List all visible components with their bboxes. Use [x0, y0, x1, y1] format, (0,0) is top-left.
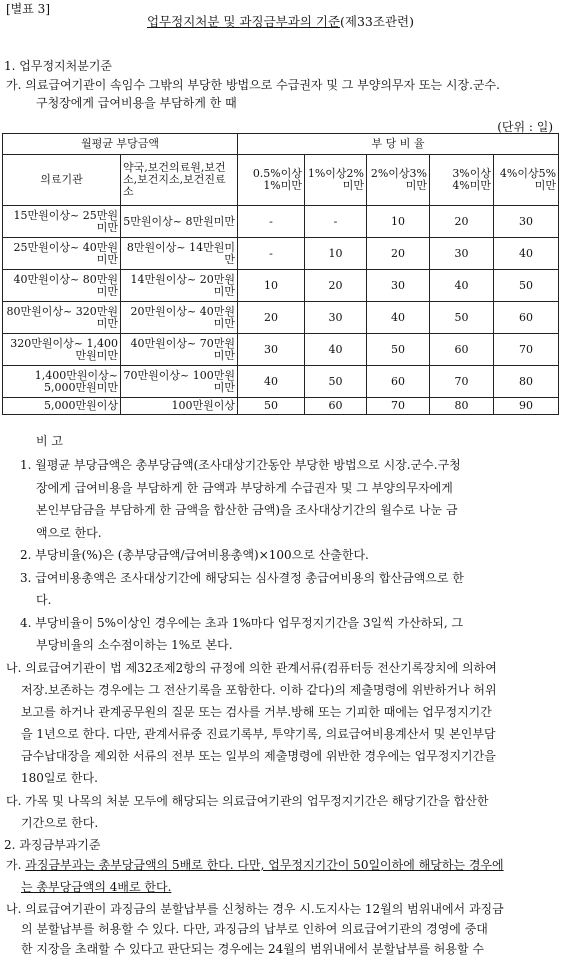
cell-value: 70: [430, 366, 494, 398]
na-line-5: 금수납대장을 제외한 서류의 전부 또는 일부의 제출명령에 위반한 경우에는 업무정지기간을: [21, 749, 496, 763]
cell-value: 20: [430, 206, 494, 238]
na-line-4: 을 1년으로 한다. 다만, 관계서류중 진료기록부, 투약기록, 의료급여비용계산서 및 본인부담: [21, 727, 496, 741]
header-institution: 의료기관: [3, 155, 121, 206]
cell-value: 30: [367, 270, 430, 302]
da-line-2: 기간으로 한다.: [21, 816, 99, 830]
cell-value: 70: [367, 398, 430, 415]
title-main: 업무정지처분 및 과징금부과의 기준: [146, 14, 341, 29]
na-line-2: 저장.보존하는 경우에는 그 전산기록을 포함한다. 이하 같다)의 제출명령에 위반하거나 허위: [21, 683, 497, 697]
cell-value: 60: [494, 302, 559, 334]
cell-value: 40: [367, 302, 430, 334]
na-line-3: 보고를 하거나 관계공무원의 질문 또는 검사를 거부.방해 또는 기피한 때에는 업무정지기간: [21, 705, 492, 719]
na-line-6: 180일로 한다.: [21, 771, 98, 785]
header-col-3: 2%이상3% 미만: [367, 155, 430, 206]
cell-value: 60: [430, 334, 494, 366]
table-row: [3, 366, 559, 398]
header-pharmacy: 약국,보건의료원,보건소,보건지소,보건진료소: [121, 155, 238, 206]
cell-value: 50: [305, 366, 367, 398]
header-col-1: 0.5%이상 1%미만: [238, 155, 305, 206]
section-2-na-line-2: 의 분할납부를 허용할 수 있다. 다만, 과징금의 납부로 인하여 의료급여기관의 경영에 중대: [21, 922, 488, 936]
section-1-heading: 1. 업무정지처분기준: [4, 59, 113, 73]
cell-value: 80: [494, 366, 559, 398]
cell-value: 30: [494, 206, 559, 238]
cell-institution: 1,400만원이상~ 5,000만원미만: [3, 366, 121, 398]
cell-pharmacy: 100만원이상: [121, 398, 238, 415]
section-1-ga-line-1: 가. 의료급여기관이 속임수 그밖의 부당한 방법으로 수급권자 및 그 부양의무자 또는 시장.군수.: [6, 78, 500, 92]
remark-1-line-3: 본인부담금을 부담하게 한 금액을 합산한 금액)을 조사대상기간의 월수로 나눈 금: [36, 503, 458, 517]
cell-pharmacy: 8만원이상~ 14만원미만: [121, 238, 238, 270]
cell-value: -: [238, 206, 305, 238]
table-row: [3, 398, 559, 415]
unit-label: (단위 : 일): [497, 120, 553, 134]
section-2-ga-line-2: 는 총부당금액의 4배로 한다.: [21, 880, 172, 894]
appendix-tag: [별표 3]: [6, 2, 50, 16]
section-1-ga-line-2: 구청장에게 급여비용을 부담하게 한 때: [36, 96, 237, 110]
cell-value: 10: [238, 270, 305, 302]
cell-value: 40: [305, 334, 367, 366]
table-row: [3, 270, 559, 302]
cell-institution: 40만원이상~ 80만원미만: [3, 270, 121, 302]
remark-1-line-2: 장에게 급여비용을 부담하게 한 금액과 부당하게 수급권자 및 그 부양의무자에게: [36, 481, 453, 495]
cell-value: -: [305, 206, 367, 238]
section-2-na-line-1: 나. 의료급여기관이 과징금의 분할납부를 신청하는 경우 시.도지사는 12월의 범위내에서 과징금: [6, 902, 504, 916]
section-2-na-line-3: 한 지장을 초래할 수 있다고 판단되는 경우에는 24월의 범위내에서 분할납부를 허용할 수: [21, 942, 484, 956]
cell-pharmacy: 5만원이상~ 8만원미만: [121, 206, 238, 238]
cell-value: 40: [430, 270, 494, 302]
cell-value: 10: [305, 238, 367, 270]
suspension-table: [2, 133, 559, 415]
cell-value: 70: [494, 334, 559, 366]
table-row: [3, 238, 559, 270]
remark-4-line-1: 4. 부당비율이 5%이상인 경우에는 초과 1%마다 업무정지기간을 3일씩 가산하되, 그: [20, 616, 464, 630]
cell-value: 30: [305, 302, 367, 334]
remark-3-line-1: 3. 급여비용총액은 조사대상기간에 해당되는 심사결정 총급여비용의 합산금액으로 한: [20, 571, 464, 585]
remark-4-line-2: 부당비율의 소수점이하는 1%로 본다.: [36, 638, 233, 652]
cell-value: 50: [494, 270, 559, 302]
table-row: [3, 334, 559, 366]
cell-value: 50: [430, 302, 494, 334]
cell-institution: 5,000만원이상: [3, 398, 121, 415]
cell-value: 30: [238, 334, 305, 366]
cell-value: -: [238, 238, 305, 270]
table-row: [3, 206, 559, 238]
page-title: [0, 13, 561, 31]
cell-institution: 80만원이상~ 320만원미만: [3, 302, 121, 334]
da-line-1: 다. 가목 및 나목의 처분 모두에 해당되는 의료급여기관의 업무정지기간은 해당기간을 합산한: [6, 794, 489, 808]
cell-value: 80: [430, 398, 494, 415]
cell-value: 90: [494, 398, 559, 415]
cell-value: 30: [430, 238, 494, 270]
section-2-ga-line-1: [6, 856, 504, 874]
cell-value: 20: [305, 270, 367, 302]
remark-2: 2. 부당비율(%)은 (총부당금액/급여비용총액)×100으로 산출한다.: [20, 548, 369, 562]
header-ratio: 부 당 비 율: [238, 134, 559, 155]
remark-3-line-2: 다.: [36, 593, 52, 607]
cell-value: 10: [367, 206, 430, 238]
header-col-2: 1%이상2% 미만: [305, 155, 367, 206]
remarks-heading: 비 고: [36, 434, 63, 448]
na-line-1: 나. 의료급여기관이 법 제32조제2항의 규정에 의한 관계서류(컴퓨터등 전산기록장치에 의하여: [6, 661, 497, 675]
header-monthly-amount: 월평균 부당금액: [3, 134, 238, 155]
cell-value: 50: [367, 334, 430, 366]
cell-pharmacy: 40만원이상~ 70만원미만: [121, 334, 238, 366]
cell-value: 50: [238, 398, 305, 415]
cell-value: 20: [367, 238, 430, 270]
cell-pharmacy: 70만원이상~ 100만원미만: [121, 366, 238, 398]
table-row: [3, 302, 559, 334]
header-col-5: 4%이상5% 미만: [494, 155, 559, 206]
remark-1-line-4: 액으로 한다.: [36, 526, 102, 540]
title-suffix: (제33조관련): [340, 14, 414, 29]
cell-value: 40: [494, 238, 559, 270]
header-col-4: 3%이상 4%미만: [430, 155, 494, 206]
cell-value: 40: [238, 366, 305, 398]
ga-underlined-text: 과징금부과는 총부당금액의 5배로 한다. 다만, 업무정지기간이 50일이하에 해당하는 경우에: [25, 858, 504, 872]
cell-pharmacy: 20만원이상~ 40만원미만: [121, 302, 238, 334]
cell-institution: 15만원이상~ 25만원미만: [3, 206, 121, 238]
cell-value: 60: [305, 398, 367, 415]
cell-institution: 25만원이상~ 40만원미만: [3, 238, 121, 270]
cell-value: 20: [238, 302, 305, 334]
cell-pharmacy: 14만원이상~ 20만원미만: [121, 270, 238, 302]
cell-institution: 320만원이상~ 1,400만원미만: [3, 334, 121, 366]
remark-1-line-1: 1. 월평균 부당금액은 총부당금액(조사대상기간동안 부당한 방법으로 시장.군수.구청: [20, 458, 461, 472]
section-2-heading: 2. 과징금부과기준: [4, 838, 101, 852]
cell-value: 60: [367, 366, 430, 398]
ga-prefix: 가.: [6, 858, 26, 872]
